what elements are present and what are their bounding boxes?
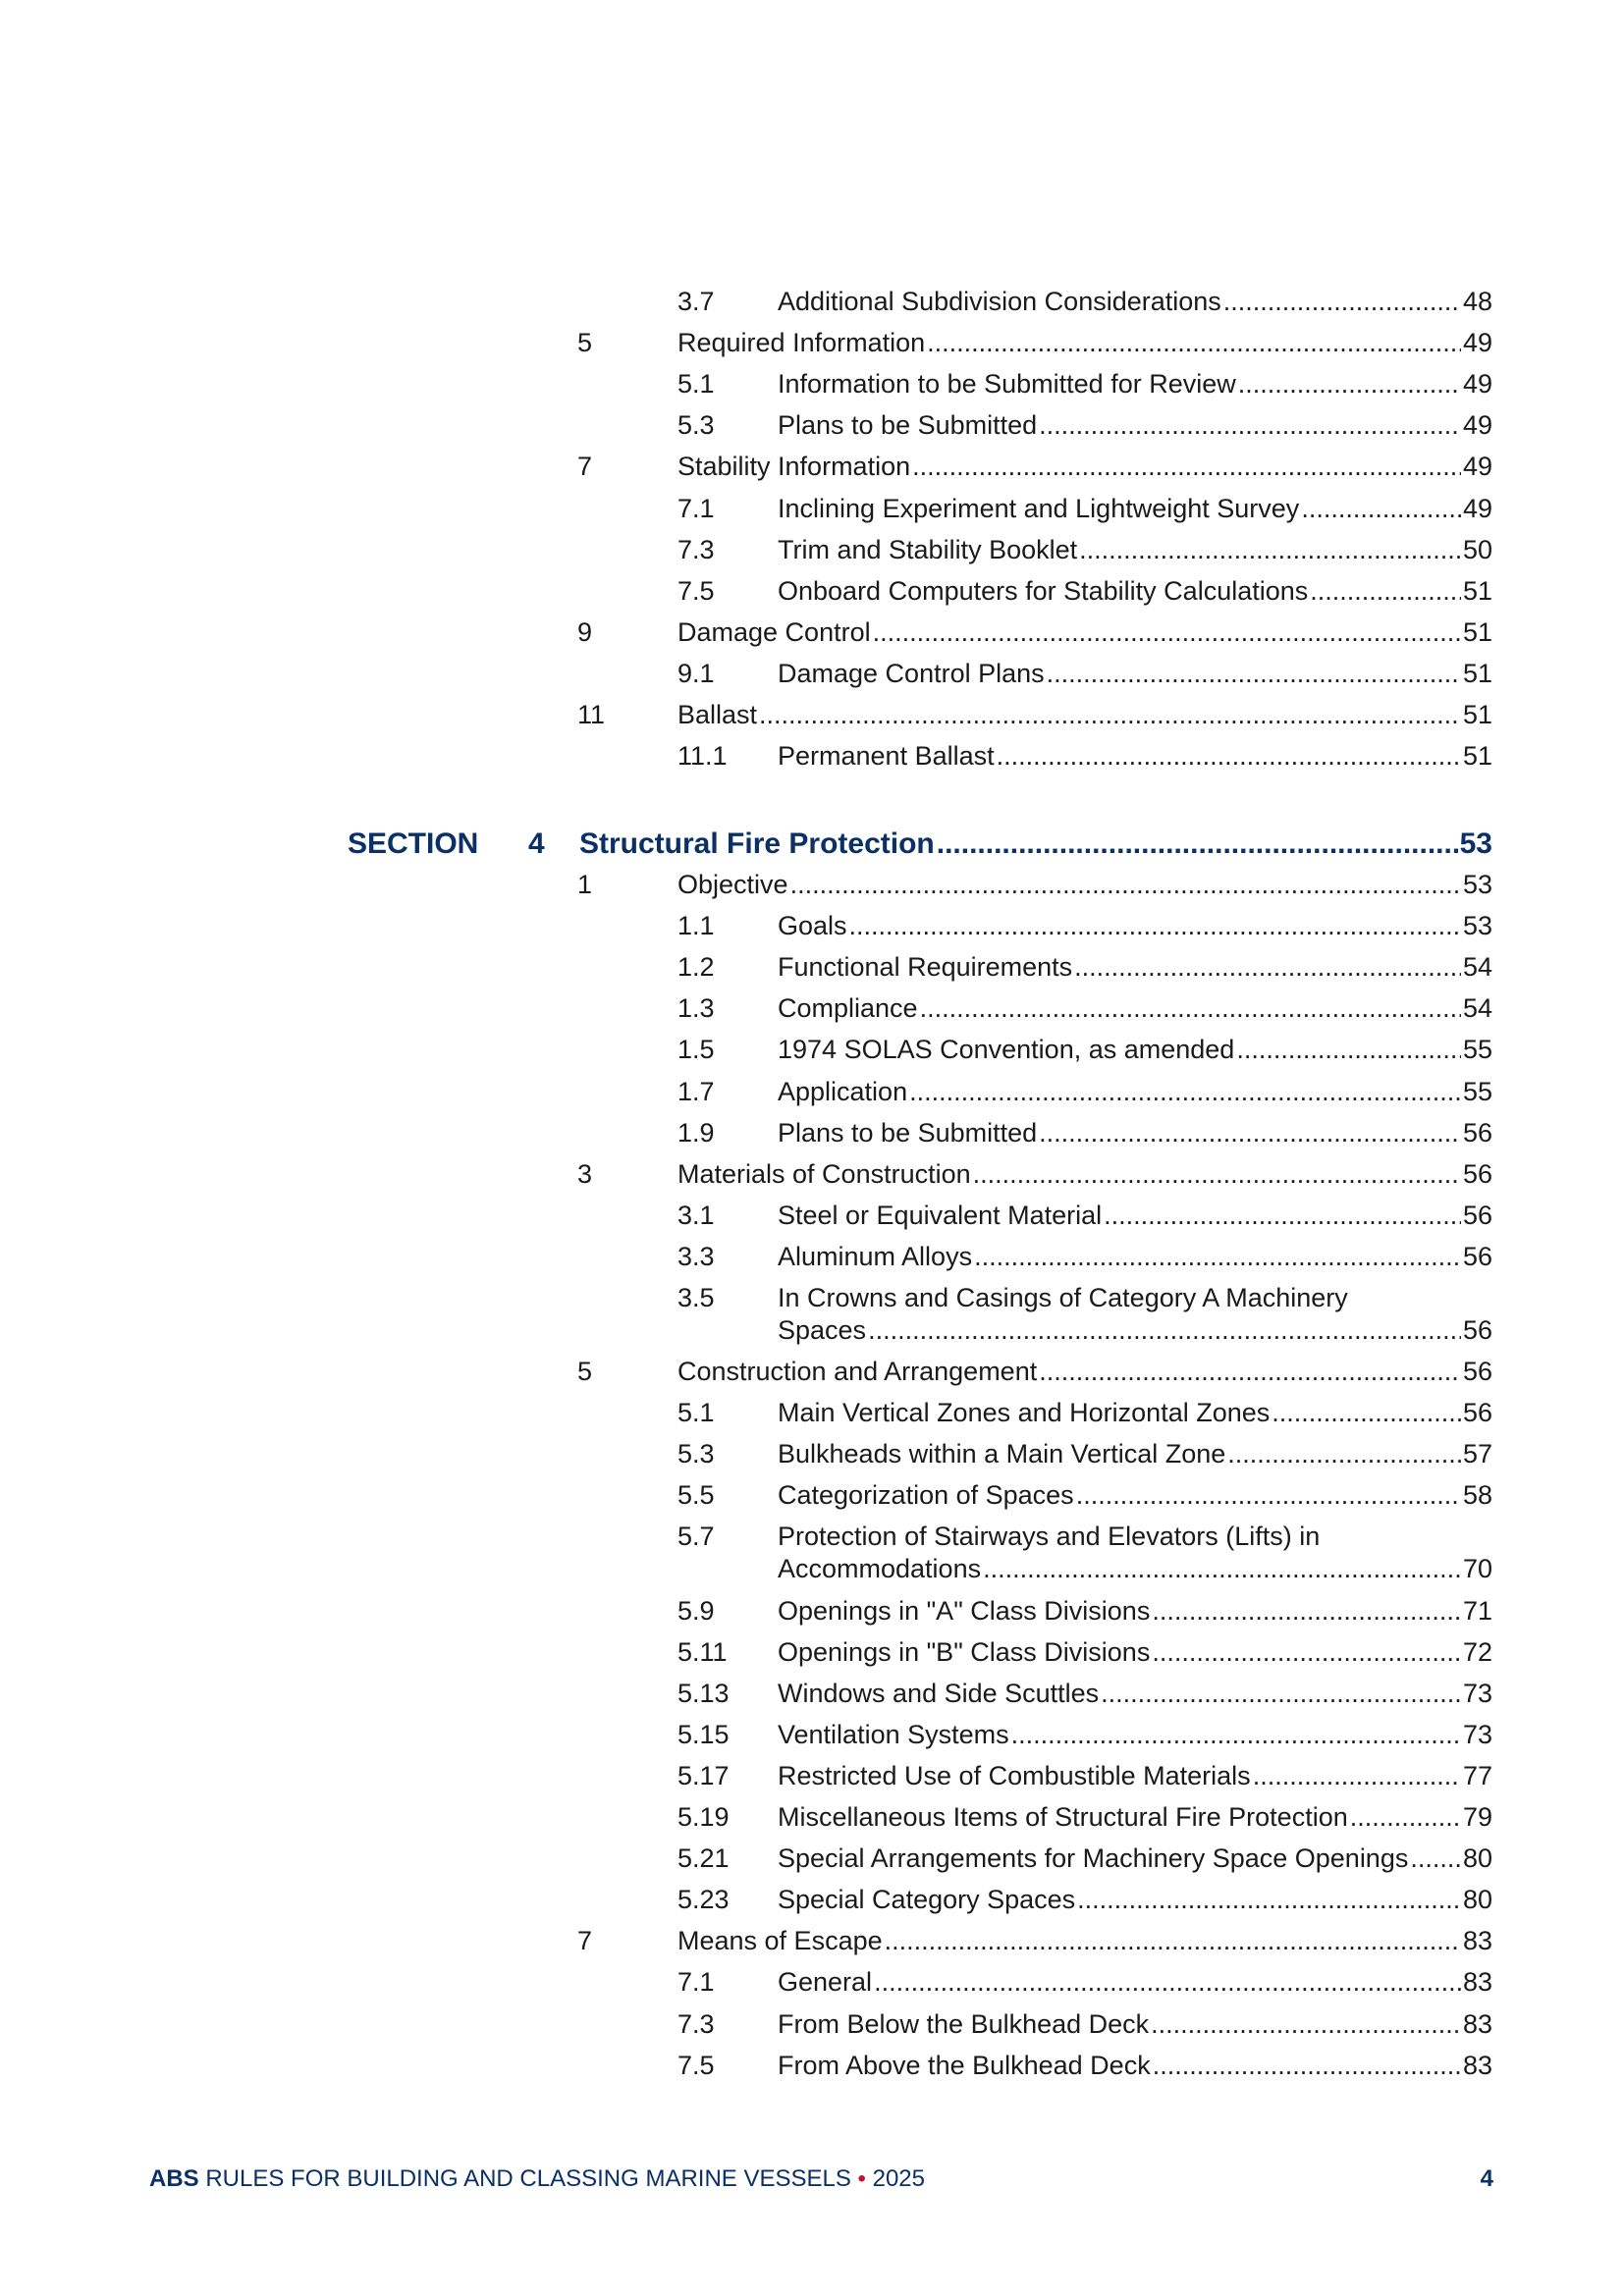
toc-entry-number: 5.1 (677, 369, 715, 399)
toc-entry-title-cell (778, 2050, 1492, 2082)
toc-entry[interactable] (577, 1925, 1492, 1957)
toc-entry-title: Openings in "B" Class Divisions (778, 1637, 1151, 1667)
toc-entry[interactable] (677, 1842, 1492, 1875)
toc-entry-page: 73 (1462, 1720, 1492, 1749)
toc-entry-title-cell (778, 2008, 1492, 2041)
toc-entry-title: Additional Subdivision Considerations (778, 287, 1221, 316)
toc-entry-title-cell (778, 1595, 1492, 1628)
toc-entry-title-cell (778, 1719, 1492, 1751)
dot-leader (1236, 1034, 1461, 1066)
toc-entry-title-cell (778, 1397, 1492, 1429)
toc-entry-title: Inclining Experiment and Lightweight Survey (778, 494, 1300, 523)
toc-entry-title-cell (778, 740, 1492, 773)
toc-entry[interactable] (677, 1076, 1492, 1108)
toc-entry-page: 50 (1462, 535, 1492, 564)
toc-entry-number: 5.7 (677, 1522, 715, 1551)
toc-entry-title: From Below the Bulkhead Deck (778, 2009, 1150, 2039)
toc-entry-title-continued: Accommodations (778, 1554, 982, 1583)
toc-entry-title: Objective (677, 870, 788, 899)
toc-entry-title: Protection of Stairways and Elevators (Lifts) in (778, 1522, 1321, 1551)
toc-entry-page: 56 (1462, 1159, 1492, 1189)
toc-entry-number: 1.7 (677, 1077, 715, 1106)
toc-entry-page: 72 (1462, 1637, 1492, 1667)
toc-entry-page: 79 (1462, 1802, 1492, 1832)
dot-leader (759, 699, 1461, 731)
toc-entry-title: Required Information (677, 328, 926, 357)
toc-entry[interactable] (677, 409, 1492, 442)
toc-entry[interactable] (677, 1801, 1492, 1834)
toc-entry-title: Special Arrangements for Machinery Space Openings (778, 1843, 1409, 1873)
toc-entry-title-cell (778, 992, 1492, 1025)
toc-entry-page: 48 (1462, 287, 1492, 316)
toc-entry-title: Bulkheads within a Main Vertical Zone (778, 1439, 1226, 1468)
toc-entry-page: 56 (1462, 1118, 1492, 1148)
dot-leader (997, 740, 1461, 773)
toc-entry-number: 1.1 (677, 911, 715, 940)
toc-entry-title-cell (778, 1117, 1492, 1149)
toc-entry-number: 5.23 (677, 1885, 730, 1914)
toc-entry-number: 5.17 (677, 1761, 730, 1790)
dot-leader (868, 1314, 1461, 1347)
toc-entry-title-cell (778, 534, 1492, 566)
toc-entry-number: 3.3 (677, 1242, 715, 1271)
toc-entry[interactable] (677, 1636, 1492, 1669)
toc-entry[interactable] (677, 2008, 1492, 2041)
dot-leader (1238, 368, 1461, 400)
toc-entry-title: General (778, 1967, 873, 1997)
toc-entry-title-cell (778, 951, 1492, 984)
toc-entry-number: 1.9 (677, 1118, 715, 1148)
toc-entry-title-cell (778, 575, 1492, 608)
toc-entry-title: From Above the Bulkhead Deck (778, 2051, 1151, 2080)
toc-entry-title: Compliance (778, 993, 918, 1023)
toc-entry-title-cell (677, 1158, 1492, 1191)
toc-entry-number: 5.21 (677, 1843, 730, 1873)
toc-entry[interactable] (577, 699, 1492, 731)
toc-entry-number: 7.5 (677, 576, 715, 606)
toc-entry-number: 7 (577, 1926, 593, 1955)
toc-entry-page: 55 (1462, 1077, 1492, 1106)
dot-leader (1039, 409, 1461, 442)
dot-leader (1101, 1678, 1461, 1710)
dot-leader (1152, 1595, 1461, 1628)
toc-entry-number: 1.5 (677, 1035, 715, 1064)
toc-entry[interactable] (577, 869, 1492, 901)
toc-entry[interactable] (677, 1678, 1492, 1710)
toc-entry-number: 5.9 (677, 1596, 715, 1626)
toc-entry[interactable] (677, 992, 1492, 1025)
toc-entry-title-cell (778, 1760, 1492, 1792)
toc-entry-number: 3.1 (677, 1201, 715, 1230)
toc-entry[interactable] (577, 1356, 1492, 1388)
dot-leader (920, 992, 1461, 1025)
toc-entry-page: 49 (1462, 410, 1492, 440)
toc-entry-number: 9 (577, 617, 593, 647)
toc-entry-number: 7.3 (677, 535, 715, 564)
toc-entry-page: 56 (1462, 1201, 1492, 1230)
toc-entry-title: Plans to be Submitted (778, 410, 1038, 440)
toc-entry-page: 73 (1462, 1679, 1492, 1708)
toc-entry-page: 71 (1462, 1596, 1492, 1626)
toc-entry-page: 83 (1462, 2009, 1492, 2039)
toc-entry[interactable] (577, 1158, 1492, 1191)
toc-entry-title-cell (778, 286, 1492, 318)
toc-entry-title: Miscellaneous Items of Structural Fire Protection (778, 1802, 1348, 1832)
toc-entry-title-cell (778, 1842, 1492, 1875)
toc-entry-title-cell (778, 1636, 1492, 1669)
toc-entry-title-cell (778, 1966, 1492, 1999)
dot-leader (1039, 1117, 1461, 1149)
toc-entry-title-cell (778, 409, 1492, 442)
dot-leader (1104, 1200, 1461, 1232)
toc-entry[interactable] (677, 368, 1492, 400)
toc-entry-title-cell (778, 1479, 1492, 1512)
toc-entry[interactable] (677, 1884, 1492, 1916)
dot-leader (1253, 1760, 1461, 1792)
toc-entry[interactable] (677, 2050, 1492, 2082)
toc-entry-title: In Crowns and Casings of Category A Machinery (778, 1283, 1348, 1312)
toc-entry-page: 54 (1462, 952, 1492, 982)
toc-entry[interactable] (677, 1479, 1492, 1512)
toc-entry[interactable] (577, 327, 1492, 359)
toc-entry-page: 49 (1462, 369, 1492, 399)
toc-entry[interactable] (677, 286, 1492, 318)
toc-entry-title: Special Category Spaces (778, 1885, 1076, 1914)
toc-entry-title: Stability Information (677, 452, 911, 481)
toc-entry-number: 5.3 (677, 1439, 715, 1468)
toc-entry-title-cell (778, 1678, 1492, 1710)
toc-entry-title: Windows and Side Scuttles (778, 1679, 1100, 1708)
toc-entry-title: Damage Control (677, 617, 871, 647)
toc-entry[interactable] (677, 1438, 1492, 1470)
toc-entry-number: 7.1 (677, 494, 715, 523)
dot-leader (983, 1553, 1461, 1585)
toc-entry-number: 5 (577, 1357, 593, 1386)
toc-entry-number: 7 (577, 452, 593, 481)
toc-entry-title: Steel or Equivalent Material (778, 1201, 1103, 1230)
toc-entry-title: Categorization of Spaces (778, 1480, 1074, 1510)
toc-entry[interactable] (677, 1595, 1492, 1628)
toc-entry-page: 56 (1462, 1315, 1492, 1345)
toc-entry-page: 83 (1462, 2051, 1492, 2080)
toc-entry-page: 51 (1462, 700, 1492, 729)
dot-leader (1153, 2050, 1461, 2082)
toc-entry-number: 3 (577, 1159, 593, 1189)
toc-entry-number: 11 (577, 700, 606, 729)
section-title: Structural Fire Protection (579, 828, 935, 860)
toc-entry-number: 7.3 (677, 2009, 715, 2039)
section-label: SECTION (348, 828, 479, 860)
toc-entry-title-cell (677, 1925, 1492, 1957)
footer-brand: ABS (149, 2165, 199, 2192)
toc-entry-title: Ventilation Systems (778, 1720, 1009, 1749)
toc-entry-title-cell (778, 658, 1492, 690)
toc-entry[interactable] (677, 575, 1492, 608)
toc-entry-title-cell (778, 1076, 1492, 1108)
section-page: 53 (1459, 828, 1492, 860)
toc-entry-title: 1974 SOLAS Convention, as amended (778, 1035, 1235, 1064)
toc-entry-title: Means of Escape (677, 1926, 883, 1955)
dot-leader (912, 451, 1461, 483)
toc-entry-number: 9.1 (677, 659, 715, 688)
toc-entry-page: 77 (1462, 1761, 1492, 1790)
toc-entry-title: Main Vertical Zones and Horizontal Zones (778, 1398, 1271, 1427)
toc-entry-number: 3.5 (677, 1283, 715, 1312)
toc-entry[interactable] (677, 1966, 1492, 1999)
footer-page-number: 4 (1480, 2165, 1493, 2192)
dot-leader (1223, 286, 1461, 318)
toc-entry-number: 5.3 (677, 410, 715, 440)
toc-entry-title-cell (778, 1801, 1492, 1834)
dot-leader (1310, 575, 1461, 608)
toc-entry-title-cell (778, 1438, 1492, 1470)
toc-entry-title-cell (778, 1884, 1492, 1916)
toc-entry-number: 1.2 (677, 952, 715, 982)
toc-entry[interactable] (577, 451, 1492, 483)
dot-leader (1350, 1801, 1461, 1834)
dot-leader (974, 1241, 1461, 1273)
toc-entry-title: Information to be Submitted for Review (778, 369, 1236, 399)
toc-entry-title: Openings in "A" Class Divisions (778, 1596, 1151, 1626)
toc-entry-title-cell (677, 327, 1492, 359)
dot-leader (1410, 1842, 1461, 1875)
toc-entry-title-cell (778, 1034, 1492, 1066)
dot-leader (1074, 951, 1461, 984)
toc-entry-page: 51 (1462, 617, 1492, 647)
toc-entry-title-cell (778, 368, 1492, 400)
toc-entry[interactable] (677, 951, 1492, 984)
toc-entry[interactable] (677, 1760, 1492, 1792)
toc-entry-page: 70 (1462, 1554, 1492, 1583)
toc-entry[interactable] (677, 658, 1492, 690)
dot-leader (849, 910, 1461, 942)
toc-entry[interactable] (677, 1521, 1492, 1585)
dot-leader (1151, 2008, 1461, 2041)
toc-entry-title: Materials of Construction (677, 1159, 971, 1189)
toc-entry-title: Ballast (677, 700, 758, 729)
toc-entry-page: 58 (1462, 1480, 1492, 1510)
toc-entry-number: 7.5 (677, 2051, 715, 2080)
toc-entry-title-cell (677, 699, 1492, 731)
toc-entry[interactable] (677, 534, 1492, 566)
toc-entry-title: Trim and Stability Booklet (778, 535, 1078, 564)
toc-entry-page: 53 (1462, 870, 1492, 899)
toc-entry[interactable] (677, 1117, 1492, 1149)
toc-entry-page: 49 (1462, 494, 1492, 523)
dot-leader (937, 827, 1458, 862)
toc-entry-number: 3.7 (677, 287, 715, 316)
toc-entry-number: 5.19 (677, 1802, 730, 1832)
toc-entry[interactable] (677, 1034, 1492, 1066)
toc-entry[interactable] (577, 616, 1492, 649)
dot-leader (927, 327, 1461, 359)
dot-leader (1152, 1636, 1461, 1669)
toc-entry-title: Application (778, 1077, 908, 1106)
toc-entry-title: Damage Control Plans (778, 659, 1045, 688)
toc-entry[interactable] (677, 1241, 1492, 1273)
toc-entry[interactable] (677, 1397, 1492, 1429)
toc-entry-page: 55 (1462, 1035, 1492, 1064)
section-heading[interactable] (348, 827, 1492, 862)
toc-entry-title-cell (778, 493, 1492, 525)
toc-entry-page: 49 (1462, 452, 1492, 481)
toc-entry-number: 11.1 (677, 741, 728, 771)
dot-leader (1227, 1438, 1461, 1470)
toc-entry-title: Onboard Computers for Stability Calculations (778, 576, 1309, 606)
toc-entry-number: 5 (577, 328, 593, 357)
toc-entry-title: Functional Requirements (778, 952, 1073, 982)
dot-leader (790, 869, 1461, 901)
toc-entry-number: 5.13 (677, 1679, 730, 1708)
toc-entry-page: 83 (1462, 1926, 1492, 1955)
toc-entry-number: 5.5 (677, 1480, 715, 1510)
toc-entry-title-cell (677, 1356, 1492, 1388)
toc-entry[interactable] (677, 1719, 1492, 1751)
toc-entry-title: Construction and Arrangement (677, 1357, 1038, 1386)
dot-leader (973, 1158, 1461, 1191)
dot-leader (909, 1076, 1461, 1108)
toc-entry-number: 1 (577, 870, 593, 899)
toc-entry[interactable] (677, 1200, 1492, 1232)
footer-year: 2025 (872, 2165, 925, 2192)
toc-entry-title-cell (778, 1314, 1492, 1347)
toc-entry-page: 83 (1462, 1967, 1492, 1997)
toc-entry-title-continued: Spaces (778, 1315, 867, 1345)
toc-entry-title: Goals (778, 911, 847, 940)
toc-entry-page: 56 (1462, 1398, 1492, 1427)
toc-entry-title: Plans to be Submitted (778, 1118, 1038, 1148)
toc-entry-title-cell (778, 1553, 1492, 1585)
toc-entry-title-cell (677, 869, 1492, 901)
toc-entry-number: 5.15 (677, 1720, 730, 1749)
toc-entry-page: 51 (1462, 576, 1492, 606)
dot-leader (1076, 1479, 1461, 1512)
dot-leader (1077, 1884, 1461, 1916)
toc-entry-page: 54 (1462, 993, 1492, 1023)
section-title-cell (579, 827, 1492, 862)
toc-entry-page: 51 (1462, 741, 1492, 771)
toc-entry-title: Permanent Ballast (778, 741, 995, 771)
toc-entry-number: 5.11 (677, 1637, 728, 1667)
toc-entry[interactable] (677, 740, 1492, 773)
toc-entry-page: 80 (1462, 1843, 1492, 1873)
dot-leader (1047, 658, 1461, 690)
toc-entry-page: 56 (1462, 1357, 1492, 1386)
toc-entry-page: 56 (1462, 1242, 1492, 1271)
dot-leader (874, 1966, 1461, 1999)
toc-entry[interactable] (677, 910, 1492, 942)
toc-entry-page: 49 (1462, 328, 1492, 357)
page-footer (149, 2164, 1493, 2194)
dot-leader (885, 1925, 1461, 1957)
toc-entry-number: 1.3 (677, 993, 715, 1023)
toc-entry-number: 5.1 (677, 1398, 715, 1427)
dot-leader (1272, 1397, 1461, 1429)
toc-entry-title-cell (677, 451, 1492, 483)
toc-entry-title-cell (677, 616, 1492, 649)
toc-entry-page: 80 (1462, 1885, 1492, 1914)
toc-entry[interactable] (677, 1282, 1492, 1347)
footer-doc-title: RULES FOR BUILDING AND CLASSING MARINE VESSELS (205, 2165, 851, 2192)
toc-entry-title: Aluminum Alloys (778, 1242, 973, 1271)
dot-leader (1301, 493, 1461, 525)
section-number: 4 (528, 828, 545, 860)
toc-entry-title-cell (778, 1200, 1492, 1232)
toc-entry-page: 51 (1462, 659, 1492, 688)
footer-separator: • (857, 2165, 866, 2192)
dot-leader (873, 616, 1461, 649)
dot-leader (1011, 1719, 1461, 1751)
dot-leader (1079, 534, 1461, 566)
toc-entry-number: 7.1 (677, 1967, 715, 1997)
toc-entry-title-cell (778, 1241, 1492, 1273)
dot-leader (1039, 1356, 1461, 1388)
toc-entry-title: Restricted Use of Combustible Materials (778, 1761, 1251, 1790)
toc-entry[interactable] (677, 493, 1492, 525)
toc-entry-title-cell (778, 910, 1492, 942)
toc-entry-page: 57 (1462, 1439, 1492, 1468)
toc-entry-page: 53 (1462, 911, 1492, 940)
footer-title (149, 2164, 925, 2194)
